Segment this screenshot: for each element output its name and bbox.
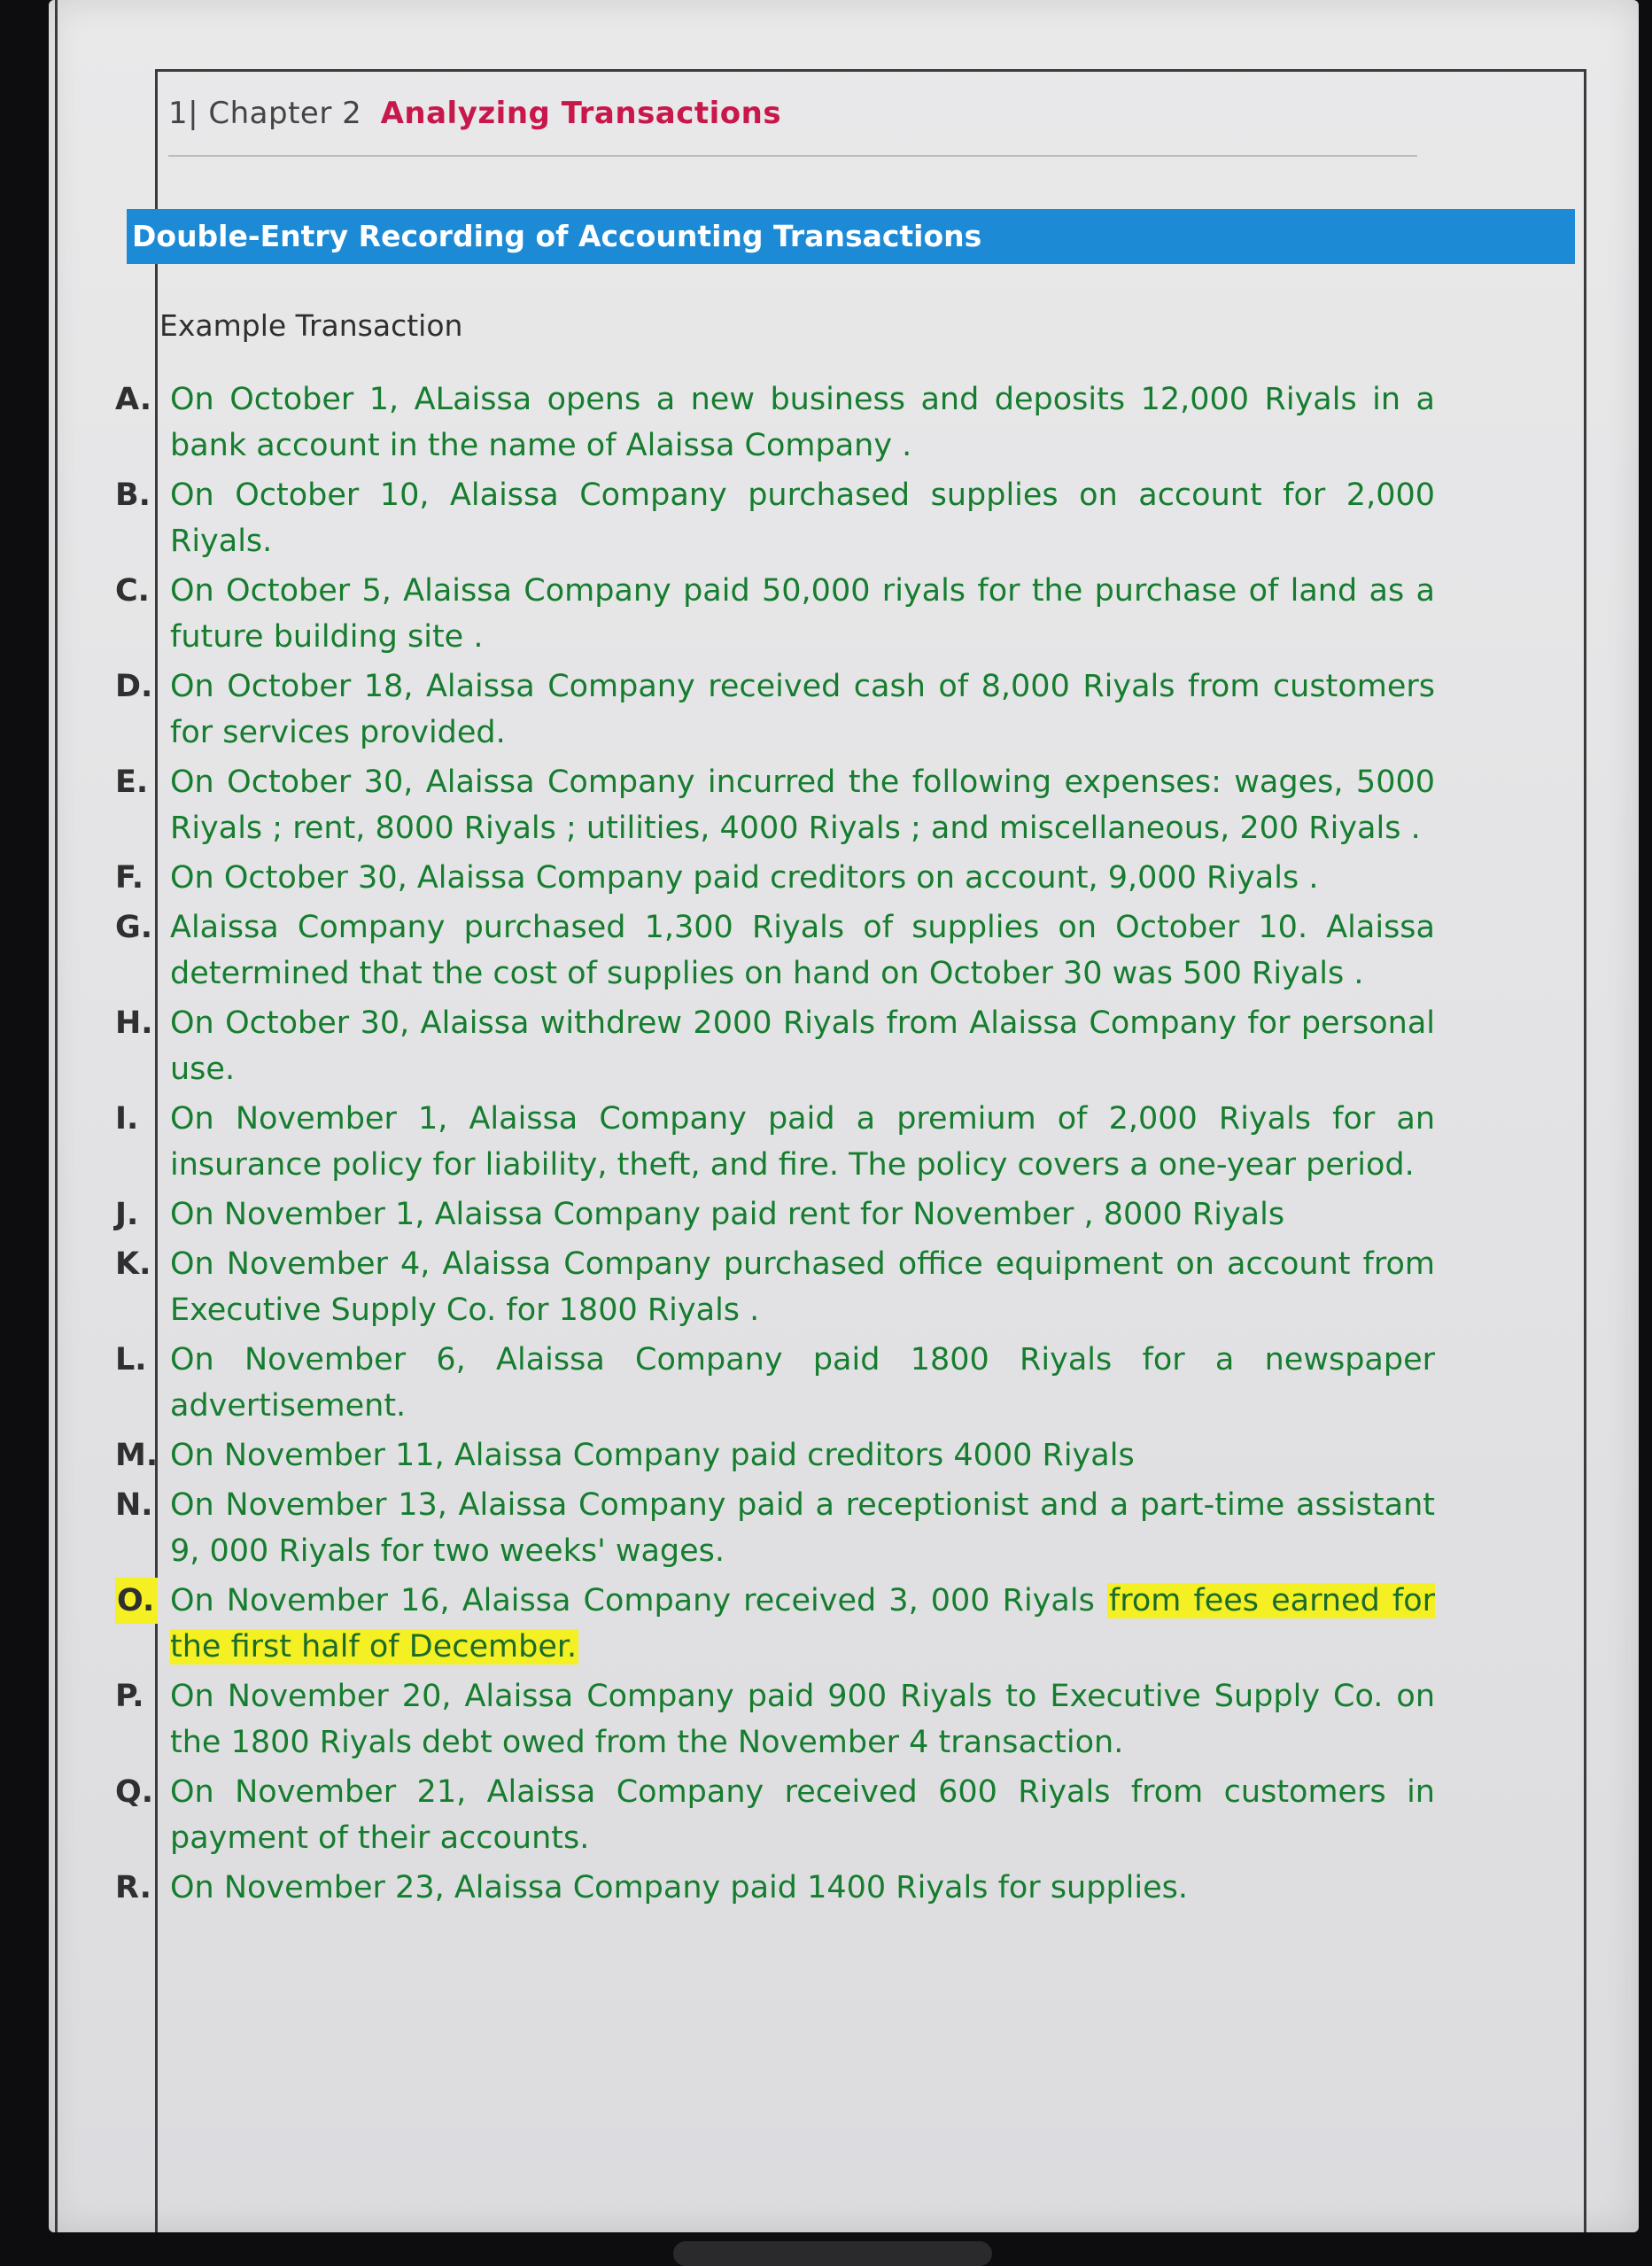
transaction-text: On November 13, Alaissa Company paid a receptionist and a part-time assistant 9, 000 Riyals for two weeks' wages. xyxy=(170,1487,1435,1569)
transaction-item xyxy=(115,1096,1435,1188)
transaction-text: On October 10, Alaissa Company purchased supplies on account for 2,000 Riyals. xyxy=(170,477,1435,559)
transaction-item xyxy=(115,1673,1435,1765)
transaction-item xyxy=(115,1000,1435,1092)
transaction-item xyxy=(115,664,1435,756)
page-left-edge xyxy=(55,0,58,2232)
transaction-text: On November 6, Alaissa Company paid 1800 Riyals for a newspaper advertisement. xyxy=(170,1342,1435,1424)
chapter-label: 1| Chapter 2 xyxy=(168,96,362,131)
transaction-letter: R. xyxy=(115,1870,151,1905)
transaction-list xyxy=(115,376,1435,1914)
transaction-text: On October 30, Alaissa Company paid creditors on account, 9,000 Riyals . xyxy=(170,860,1319,896)
transaction-item xyxy=(115,1191,1435,1238)
transaction-item xyxy=(115,1769,1435,1861)
section-title: Double-Entry Recording of Accounting Transactions xyxy=(132,219,982,253)
transaction-item xyxy=(115,1241,1435,1333)
transaction-text: On October 30, Alaissa Company incurred the following expenses: wages, 5000 Riyals ; rent, 8000 Riyals ; utilities, 4000 Riyals ; and miscellaneous, 200 Riyals . xyxy=(170,764,1435,846)
transaction-letter: K. xyxy=(115,1246,151,1282)
transaction-text: Alaissa Company purchased 1,300 Riyals of supplies on October 10. Alaissa determined that the cost of supplies on hand on October 30 was 500 Riyals . xyxy=(170,910,1435,991)
transaction-letter: I. xyxy=(115,1101,139,1137)
transaction-letter: N. xyxy=(115,1487,153,1523)
transaction-text: On October 1, ALaissa opens a new business and deposits 12,000 Riyals in a bank account in the name of Alaissa Company . xyxy=(170,382,1435,463)
page-indicator-pill xyxy=(673,2241,992,2266)
transaction-item xyxy=(115,1432,1435,1478)
chapter-title: Analyzing Transactions xyxy=(380,96,782,131)
transaction-item xyxy=(115,472,1435,564)
transaction-text: On November 23, Alaissa Company paid 1400 Riyals for supplies. xyxy=(170,1870,1189,1905)
transaction-text: On October 30, Alaissa withdrew 2000 Riyals from Alaissa Company for personal use. xyxy=(170,1005,1435,1087)
transaction-letter: J. xyxy=(115,1197,139,1232)
transaction-letter: Q. xyxy=(115,1774,154,1810)
transaction-text: On November 21, Alaissa Company received 600 Riyals from customers in payment of their accounts. xyxy=(170,1774,1435,1856)
transaction-letter: H. xyxy=(115,1005,153,1041)
example-transaction-label: Example Transaction xyxy=(159,308,463,343)
transaction-letter: C. xyxy=(115,573,150,609)
header-divider xyxy=(168,155,1417,157)
transaction-item xyxy=(115,759,1435,851)
transaction-item xyxy=(115,376,1435,469)
transaction-text: On October 18, Alaissa Company received cash of 8,000 Riyals from customers for services provided. xyxy=(170,669,1435,750)
page-header xyxy=(168,96,781,131)
transaction-item xyxy=(115,904,1435,997)
transaction-text: On November 4, Alaissa Company purchased office equipment on account from Executive Supply Co. for 1800 Riyals . xyxy=(170,1246,1435,1328)
transaction-text: On November 11, Alaissa Company paid creditors 4000 Riyals xyxy=(170,1438,1135,1473)
transaction-letter: G. xyxy=(115,910,153,945)
transaction-item xyxy=(115,855,1435,901)
transaction-letter: D. xyxy=(115,669,153,704)
transaction-letter: M. xyxy=(115,1438,159,1473)
transaction-letter: A. xyxy=(115,382,152,417)
transaction-text: On November 1, Alaissa Company paid rent for November , 8000 Riyals xyxy=(170,1197,1285,1232)
transaction-text: On November 16, Alaissa Company received 3, 000 Riyals xyxy=(170,1583,1107,1618)
highlighted-text: from fees earned for the first half of December. xyxy=(170,1583,1436,1665)
section-title-bar xyxy=(127,209,1575,264)
transaction-item xyxy=(115,568,1435,660)
transaction-letter: O. xyxy=(115,1578,158,1624)
transaction-item-highlighted xyxy=(115,1578,1435,1670)
transaction-letter: L. xyxy=(115,1342,147,1377)
transaction-item xyxy=(115,1482,1435,1574)
transaction-text: On October 5, Alaissa Company paid 50,000 riyals for the purchase of land as a future building site . xyxy=(170,573,1435,655)
transaction-letter: E. xyxy=(115,764,149,800)
transaction-item xyxy=(115,1337,1435,1429)
transaction-text: On November 1, Alaissa Company paid a premium of 2,000 Riyals for an insurance policy for liability, theft, and fire. The policy covers a one-year period. xyxy=(170,1101,1435,1183)
transaction-letter: P. xyxy=(115,1679,144,1714)
transaction-letter: B. xyxy=(115,477,151,513)
transaction-item xyxy=(115,1865,1435,1911)
transaction-letter: F. xyxy=(115,860,144,896)
transaction-text: On November 20, Alaissa Company paid 900 Riyals to Executive Supply Co. on the 1800 Riyals debt owed from the November 4 transaction. xyxy=(170,1679,1435,1760)
